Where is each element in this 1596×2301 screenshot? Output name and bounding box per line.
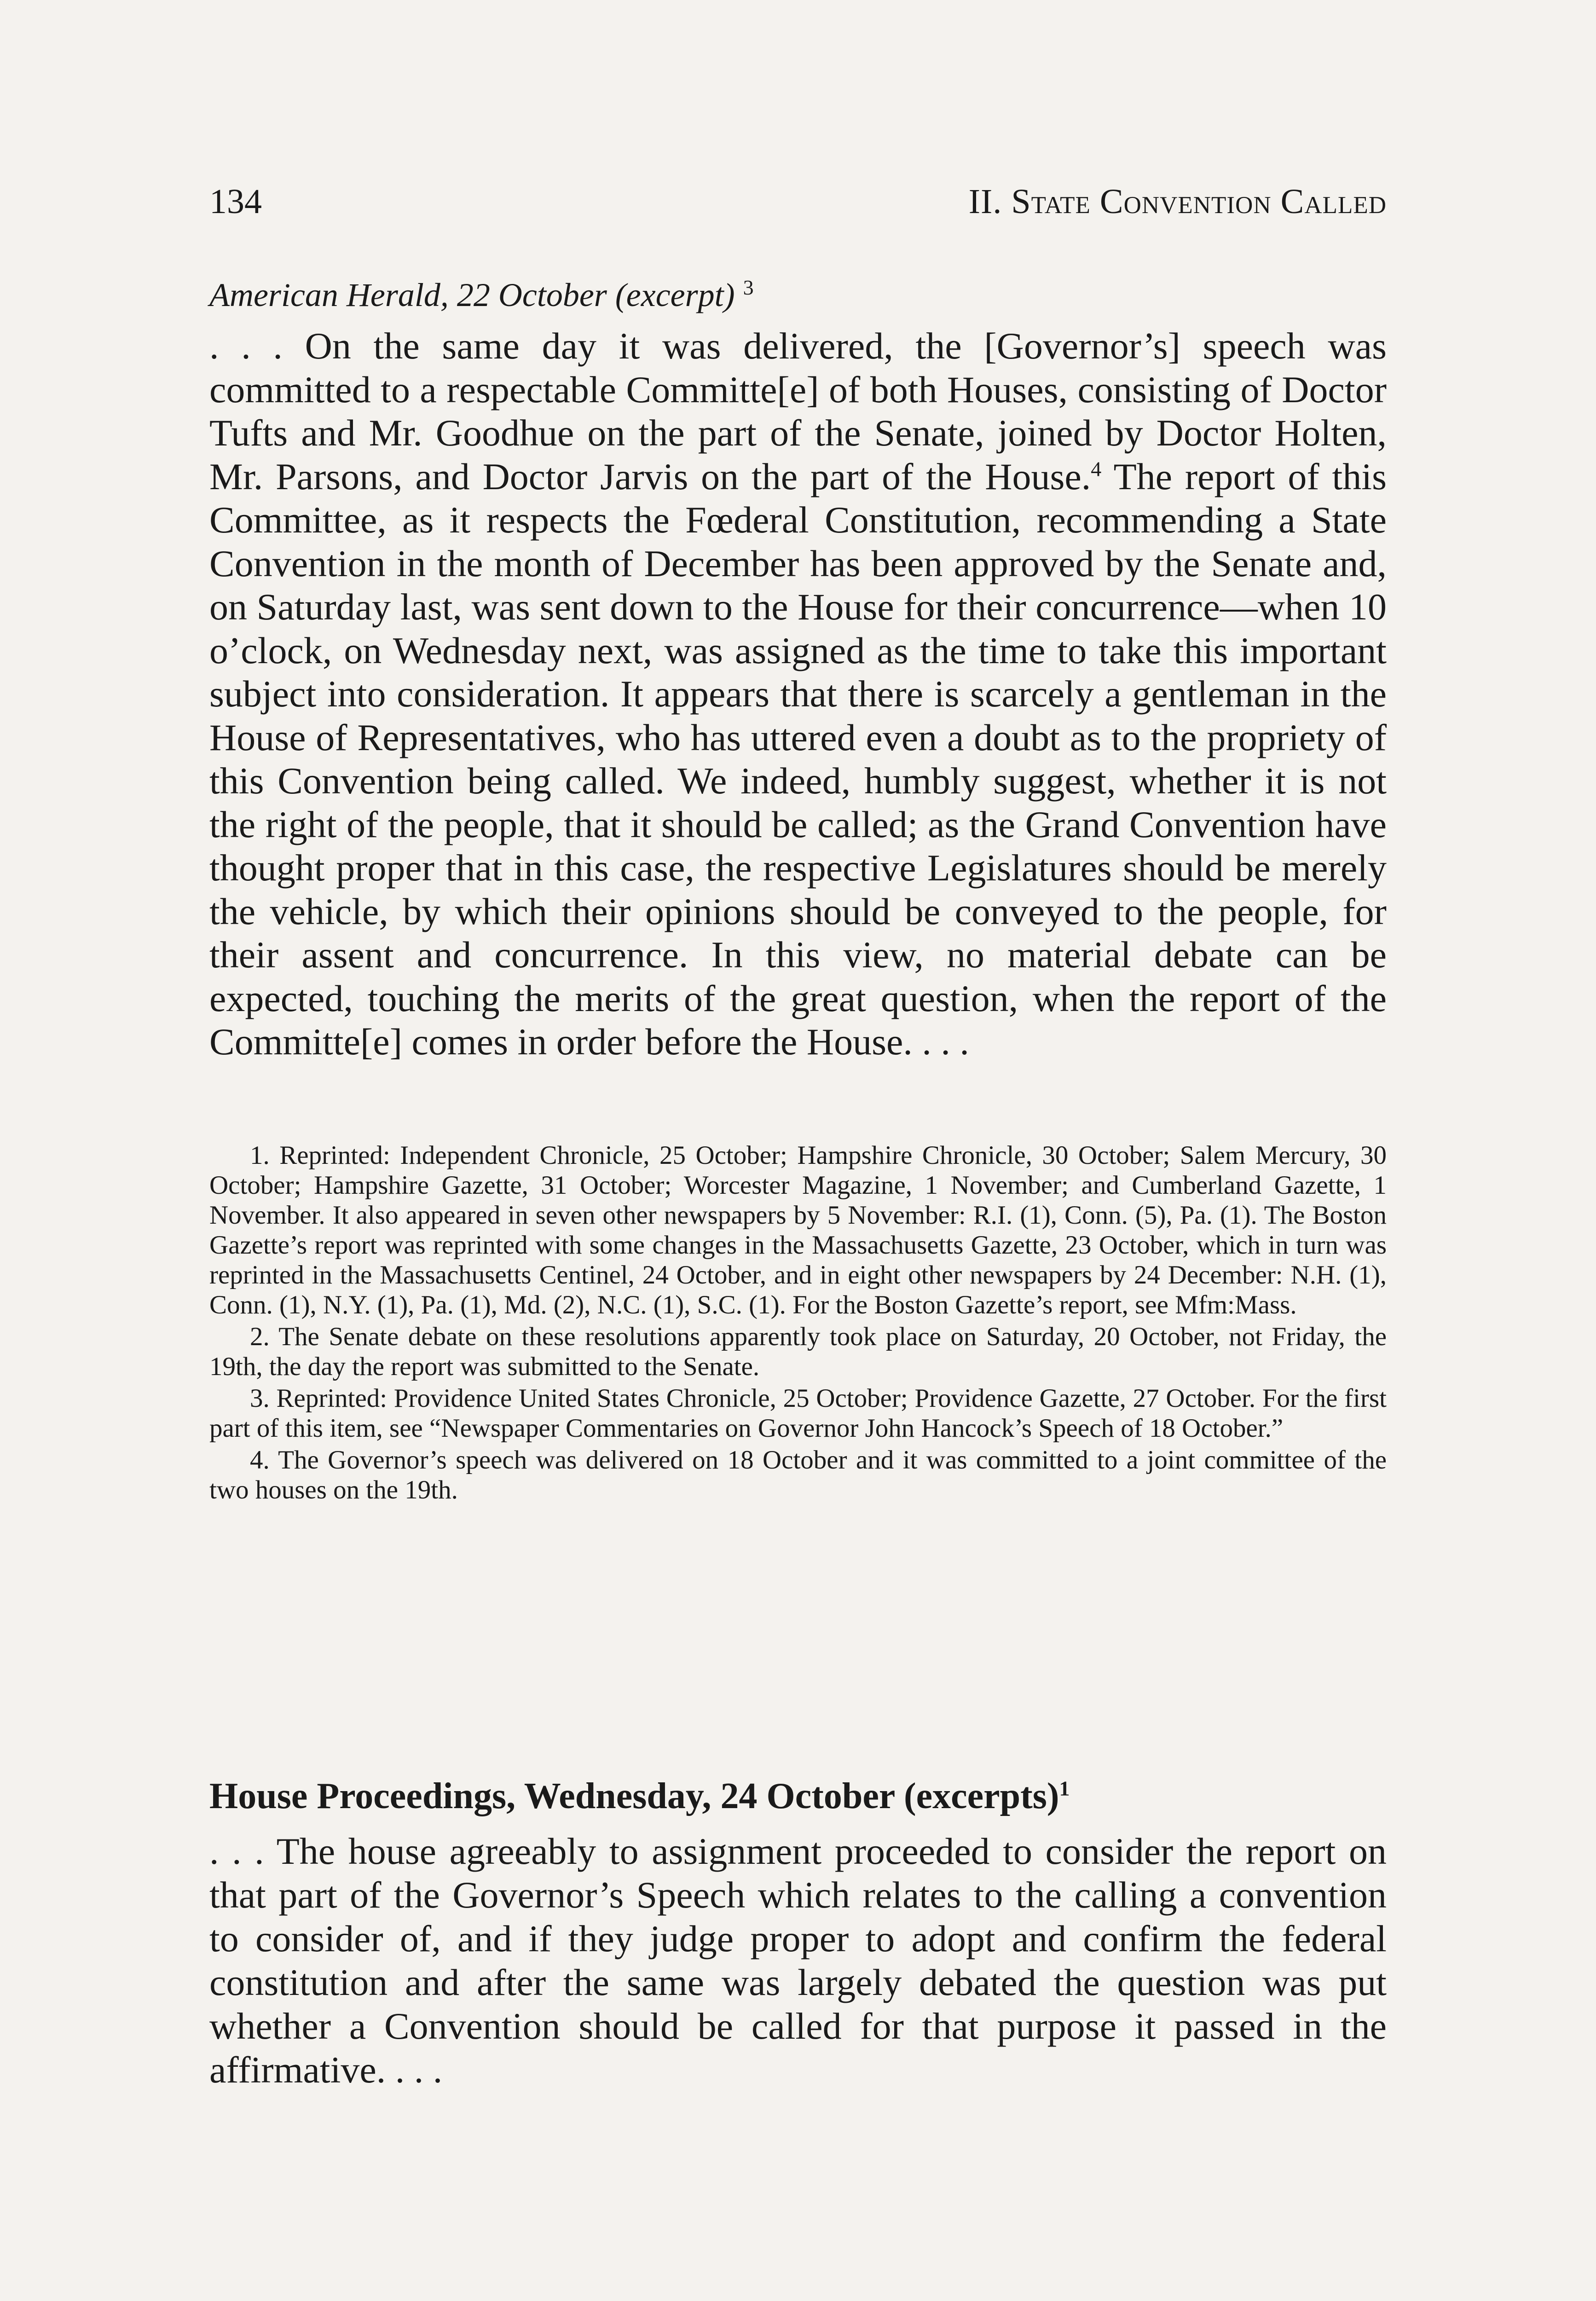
footnotes bbox=[209, 1140, 1387, 1507]
paragraph-part-a: . . . On the same day it was delivered, the [Governor’s] speech was committed to a respectable Committe[e] of both Houses, consisting of Doctor Tufts and Mr. Goodhue on the part of the Senate, joined by Doctor Holten, Mr. Parsons, and Doctor Jarvis on the part of the House. bbox=[209, 325, 1387, 497]
running-head: II. State Convention Called bbox=[968, 182, 1387, 221]
footnote-ref-4: 4 bbox=[1091, 457, 1102, 481]
footnote-2: 2. The Senate debate on these resolutions apparently took place on Saturday, 20 October, not Friday, the 19th, the day the report was submitted to the Senate. bbox=[209, 1322, 1387, 1381]
page-number: 134 bbox=[209, 182, 262, 221]
section-title-american-herald bbox=[209, 276, 1387, 314]
footnote-4: 4. The Governor’s speech was delivered on 18 October and it was committed to a joint committee of the two houses on the 19th. bbox=[209, 1445, 1387, 1504]
paragraph bbox=[209, 324, 1387, 1064]
body-paragraph bbox=[209, 324, 1387, 1064]
section2-title-text: House Proceedings, Wednesday, 24 October (excerpts) bbox=[209, 1776, 1059, 1816]
paragraph-house: . . . The house agreeably to assignment proceeded to consider the report on that part of the Governor’s Speech which relates to the calling a convention to consider of, and if they judge proper to adopt and confirm the federal constitution and after the same was largely debated the question was put whether a Convention should be called for that purpose it passed in the affirmative. . . . bbox=[209, 1830, 1387, 2091]
section-title-house-proceedings bbox=[209, 1775, 1387, 1817]
body-paragraph-house bbox=[209, 1829, 1387, 2092]
paragraph-part-b: The report of this Committee, as it respects the Fœderal Constitution, recommending a State Convention in the month of December has been approved by the Senate and, on Saturday last, was sent down to the House for their concurrence—when 10 o’clock, on Wednesday next, was assigned as the time to take this important subject into consideration. It appears that there is scarcely a gentleman in the House of Representatives, who has uttered even a doubt as to the propriety of this Convention being called. We indeed, humbly suggest, whether it is not the right of the people, that it should be called; as the Grand Convention have thought proper that in this case, the respective Legislatures should be merely the vehicle, by which their opinions should be conveyed to the people, for their assent and concurrence. In this view, no material debate can be expected, touching the merits of the great question, when the report of the Committe[e] comes in order before the House. . . . bbox=[209, 455, 1387, 1063]
page-header bbox=[209, 182, 1387, 232]
footnote-ref-3: 3 bbox=[743, 276, 754, 299]
footnote-ref-1: 1 bbox=[1059, 1776, 1070, 1800]
footnote-3: 3. Reprinted: Providence United States Chronicle, 25 October; Providence Gazette, 27 October. For the first part of this item, see “Newspaper Commentaries on Governor John Hancock’s Speech of 18 October.” bbox=[209, 1384, 1387, 1443]
section-title-text: American Herald, 22 October (excerpt) bbox=[209, 277, 735, 313]
footnote-1: 1. Reprinted: Independent Chronicle, 25 October; Hampshire Chronicle, 30 October; Salem Mercury, 30 October; Hampshire Gazette, 31 October; Worcester Magazine, 1 November; and Cumberland Gazette, 1 November. It also appeared in seven other newspapers by 5 November: R.I. (1), Conn. (5), Pa. (1). The Boston Gazette’s report was reprinted with some changes in the Massachusetts Gazette, 23 October, which in turn was reprinted in the Massachusetts Centinel, 24 October, and in eight other newspapers by 24 December: N.H. (1), Conn. (1), N.Y. (1), Pa. (1), Md. (2), N.C. (1), S.C. (1). For the Boston Gazette’s report, see Mfm:Mass. bbox=[209, 1141, 1387, 1319]
